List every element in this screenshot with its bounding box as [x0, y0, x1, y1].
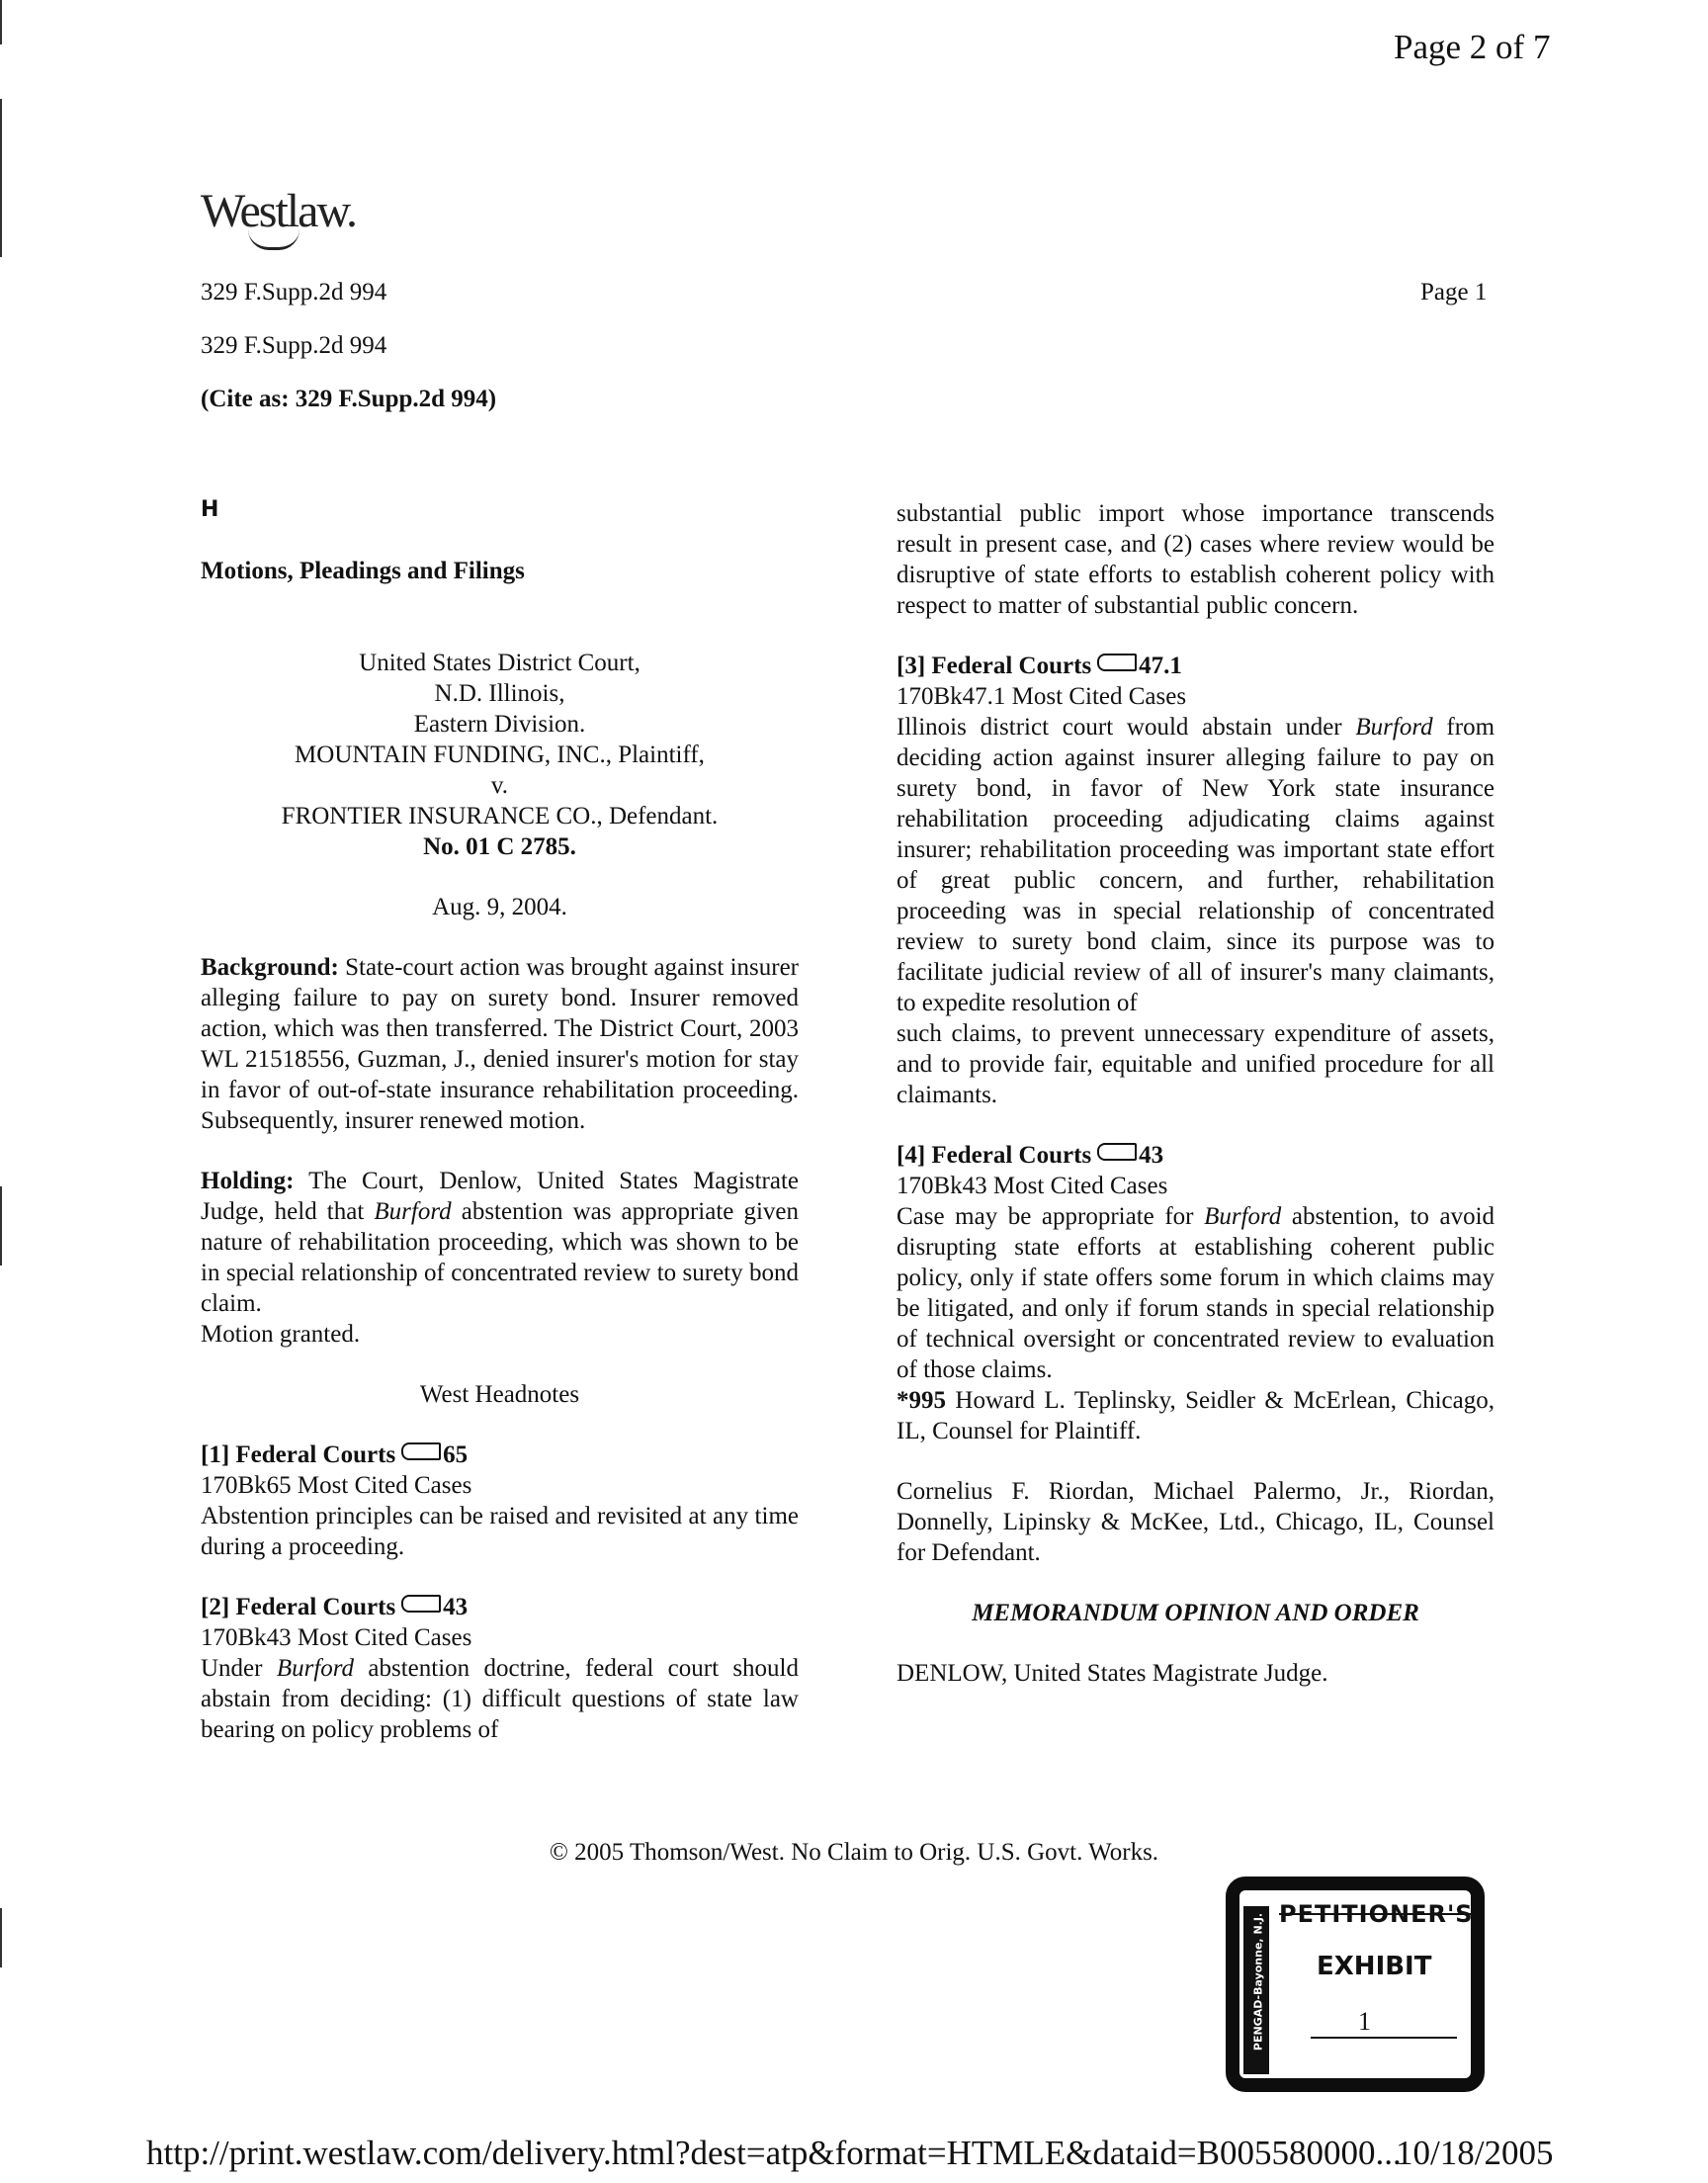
counsel-plaintiff: *995 Howard L. Teplinsky, Seidler & McErlean, Chicago, IL, Counsel for Plaintiff.	[897, 1387, 1494, 1444]
headnote-1-text: Abstention principles can be raised and revisited at any time during a proceeding.	[201, 1503, 799, 1560]
print-url: http://print.westlaw.com/delivery.html?dest=atp&format=HTMLE&dataid=B005580000...	[146, 2134, 1402, 2172]
holding-label: Holding:	[201, 1168, 295, 1194]
page-label: Page 1	[1420, 279, 1488, 306]
stamp-exhibit-label: EXHIBIT	[1317, 1952, 1432, 1981]
scan-edge-mark	[0, 0, 2, 44]
holding-text: The Court, Denlow, United States Magistrate Judge, held that	[201, 1168, 799, 1225]
case-caption	[201, 648, 799, 922]
headnote-3-continued: such claims, to prevent unnecessary expenditure of assets, and to provide fair, equitable and unified procedure for all claimants.	[897, 1020, 1494, 1108]
holding-text: abstention was appropriate given nature of rehabilitation proceeding, which was shown to be in special relationship of concentrated review to surety bond claim.	[201, 1198, 800, 1317]
stamp-party: PETITIONER'S	[1279, 1900, 1474, 1928]
left-column	[201, 494, 799, 1745]
headnote-2-title: [2] Federal Courts 43	[201, 1594, 469, 1620]
stamp-exhibit-number: 1	[1358, 2007, 1371, 2036]
headnote-4-text: Case may be appropriate for Burford abstention, to avoid disrupting state efforts at establishing coherent public policy, only if state offers some forum in which claims may be litigated, and only if forum stands in special relationship of technical oversight or concentrated review to evaluation of those claims.	[897, 1203, 1495, 1383]
headnote-4-title: [4] Federal Courts 43	[897, 1142, 1164, 1169]
motions-pleadings-filings: Motions, Pleadings and Filings	[201, 558, 525, 584]
burford-italic: Burford	[374, 1198, 452, 1225]
stamp-underline	[1311, 2037, 1457, 2039]
headnote-2-text: Under Burford abstention doctrine, federal court should abstain from deciding: (1) difficult questions of state law bearing on policy problems of	[201, 1655, 800, 1743]
star-page: *995	[897, 1387, 946, 1414]
scan-edge-mark	[0, 99, 2, 257]
headnote-4-cases: 170Bk43 Most Cited Cases	[897, 1173, 1168, 1199]
key-number-icon	[401, 1595, 441, 1613]
docket-number: No. 01 C 2785.	[423, 833, 576, 860]
decision-date: Aug. 9, 2004.	[432, 894, 567, 920]
stamp-vertical-strip: PENGAD-Bayonne, N.J.	[1243, 1906, 1269, 2074]
citation-line-2: 329 F.Supp.2d 994	[201, 332, 387, 359]
scan-edge-mark	[0, 1908, 2, 1967]
key-number-icon	[1097, 1143, 1137, 1161]
key-number-icon	[401, 1442, 441, 1460]
logo-text: Westlaw.	[201, 185, 356, 237]
logo-swoosh	[248, 229, 299, 250]
counsel-defendant: Cornelius F. Riordan, Michael Palermo, Jr., Riordan, Donnelly, Lipinsky & McKee, Ltd., Chicago, IL, Counsel for Defendant.	[897, 1478, 1494, 1566]
citation-line-1: 329 F.Supp.2d 994	[201, 279, 387, 306]
judge-line: DENLOW, United States Magistrate Judge.	[897, 1660, 1328, 1687]
headnote-1-title: [1] Federal Courts 65	[201, 1441, 469, 1468]
headnote-3-cases: 170Bk47.1 Most Cited Cases	[897, 683, 1187, 710]
caption-line: N.D. Illinois,	[434, 680, 565, 707]
westlaw-logo	[201, 184, 356, 238]
caption-line: MOUNTAIN FUNDING, INC., Plaintiff,	[295, 742, 705, 768]
key-number-icon	[1097, 654, 1137, 671]
caption-line: FRONTIER INSURANCE CO., Defendant.	[281, 803, 719, 830]
background-text: State-court action was brought against insurer alleging failure to pay on surety bond. Insurer removed action, which was then transferred. The District Court, 2003 WL 21518556, Guzman, J., denied insurer's motion for stay in favor of out-of-state insurance rehabilitation proceeding. Subsequently, insurer renewed motion.	[201, 954, 800, 1134]
page-number: Page 2 of 7	[1394, 28, 1551, 66]
caption-line: United States District Court,	[359, 650, 640, 676]
exhibit-stamp	[1226, 1877, 1485, 2092]
background-paragraph	[201, 952, 799, 1136]
headnote-2-continued: substantial public import whose importance transcends result in present case, and (2) cases where review would be disruptive of state efforts to establish coherent policy with respect to matter of substantial public concern.	[897, 500, 1494, 619]
headnote-3-title: [3] Federal Courts 47.1	[897, 653, 1182, 679]
cite-as: (Cite as: 329 F.Supp.2d 994)	[201, 386, 497, 412]
memorandum-title: MEMORANDUM OPINION AND ORDER	[972, 1600, 1419, 1626]
headnote-2-cases: 170Bk43 Most Cited Cases	[201, 1624, 472, 1651]
scan-edge-mark	[0, 1186, 2, 1266]
headnote-1-cases: 170Bk65 Most Cited Cases	[201, 1472, 472, 1499]
holding-paragraph	[201, 1166, 799, 1319]
caption-line: v.	[490, 772, 509, 799]
caption-line: Eastern Division.	[413, 711, 586, 738]
motion-result: Motion granted.	[201, 1321, 361, 1348]
history-flag: H	[201, 497, 219, 522]
right-column	[897, 498, 1494, 1689]
print-date: 10/18/2005	[1396, 2134, 1554, 2172]
headnote-3-text: Illinois district court would abstain under Burford from deciding action against insurer alleging failure to pay on surety bond, in favor of New York state insurance rehabilitation proceeding adjudicating claims against insurer; rehabilitation proceeding was important state effort of great public concern, and further, rehabilitation proceeding was in special relationship of concentrated review to surety bond claim, since its purpose was to facilitate judicial review of all of insurer's many claimants, to expedite resolution of	[897, 714, 1495, 1016]
background-label: Background:	[201, 954, 339, 981]
headnotes-title: West Headnotes	[419, 1381, 580, 1408]
copyright-notice: © 2005 Thomson/West. No Claim to Orig. U.S. Govt. Works.	[549, 1839, 1159, 1866]
